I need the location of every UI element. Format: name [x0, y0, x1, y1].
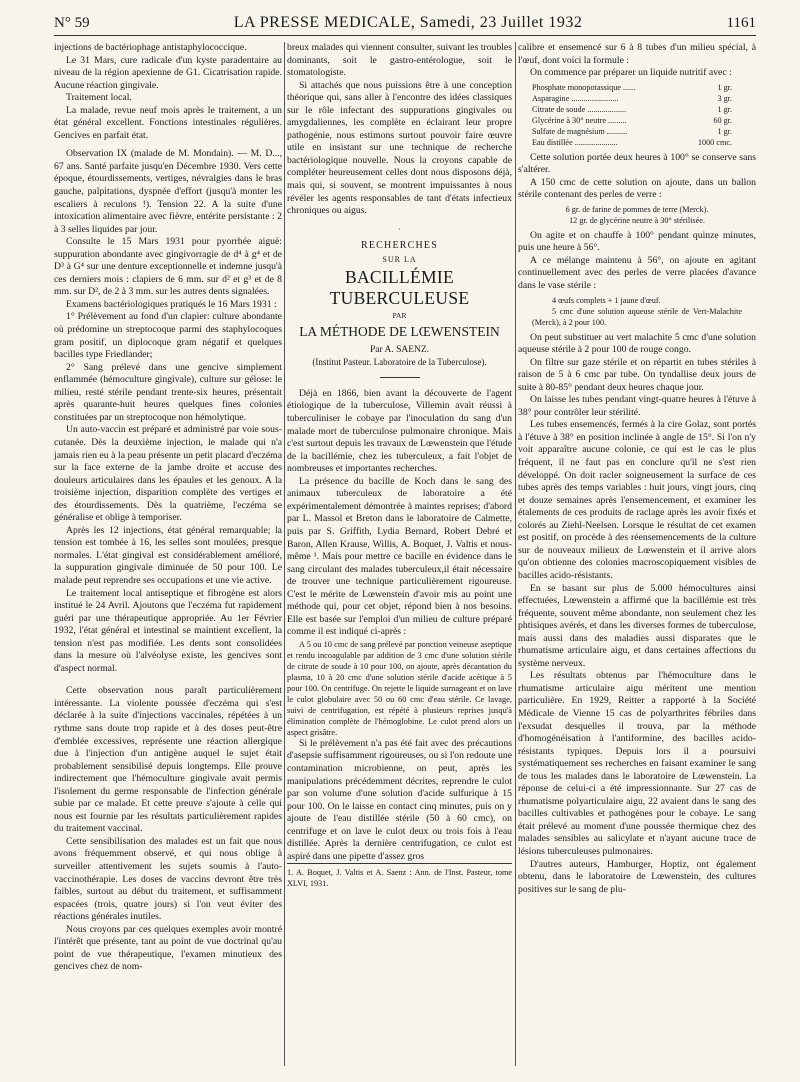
paragraph: A ce mélange maintenu à 56°, on ajoute en agitant continuellement avec des perles de verre placées d'avance dans le vase stérile : [518, 254, 756, 292]
paragraph: calibre et ensemencé sur 6 à 8 tubes d'un milieu spécial, à l'œuf, dont voici la formule : [518, 42, 756, 66]
paragraph: Cette solution portée deux heures à 100° se conserve sans s'altérer. [518, 151, 756, 176]
footnote: 1. A. Boquet, J. Valtis et A. Saenz : Ann. de l'Inst. Pasteur, tome XLVI, 1931. [287, 863, 512, 889]
paragraph: Déjà en 1866, bien avant la découverte de l'agent étiologique de la tuberculose, Villemin avait réussi à tuberculiniser le cobaye par l'inoculation du sang d'un malade mort de tuberculose pulmonaire chronique. Mais c'est surtout depuis les travaux de Lœwenstein que l'étude de la bacillémie, chez les tuberculeux, a fait l'objet de nombreuses et importantes recherches. [287, 387, 512, 475]
column-2 [287, 42, 512, 889]
issue-number: N° 59 [54, 15, 90, 31]
formula-row [532, 82, 732, 93]
formula-ingredient: Eau distillée ..................... [532, 137, 618, 147]
article-author: Par A. SAENZ. [369, 344, 430, 355]
paragraph: Un auto-vaccin est préparé et administré par voie sous-cutanée. Dès la deuxième injection, le malade qui n'a jamais rien eu à la peau présente un petit placard d'eczéma sur la face externe de la jambe droite et accuse des douleurs articulaires dans les épaules et les genoux. A la troisième injection, disparition complète des vertiges et des étourdissements. Dès la quatrième, l'eczéma se généralise et oblige à temporiser. [54, 424, 282, 524]
formula-row [532, 93, 732, 104]
observation-paragraph: Observation IX (malade de M. Mondain). — M. D..., 67 ans. Santé parfaite jusqu'en Décembre 1930. Vers cette époque, étourdissements, vertiges, névralgies dans le bras gauche, palpitations, dyspnée d'effort (jusqu'à monter les escaliers à reculons !). Tension 22. A la suite d'une intoxication alimentaire avec fièvre, entérite persistante : 2 à 3 selles liquides par jour. [54, 148, 282, 235]
formula-quantity: 1 gr. [717, 82, 732, 92]
paragraph: breux malades qui viennent consulter, suivant les troubles dominants, soit le gastro-entérologue, soit le stomatologiste. [287, 42, 512, 79]
formula-ingredient: Citrate de soude ................... [532, 104, 627, 114]
mix-item: 4 œufs complets + 1 jaune d'œuf. [552, 295, 661, 305]
paragraph: Examens bactériologiques pratiqués le 16 Mars 1931 : [66, 298, 277, 310]
paragraph: Traitement local. [66, 92, 132, 104]
paragraph: On agite et on chauffe à 100° pendant quinze minutes, puis une heure à 56°. [518, 229, 756, 254]
paragraph: Après les 12 injections, état général remarquable; la tension est tombée à 16, les selles sont moulées, presque normales. L'état gingival est considérablement amélioré, la suppuration gingivale diminuée de 50 pour 100. Le malade peut reprendre ses occupations et une vie active. [54, 524, 282, 586]
article-heading [287, 240, 512, 369]
paragraph: injections de bactériophage antistaphylococcique. [54, 42, 247, 53]
paragraph: A 5 ou 10 cmc de sang prélevé par ponction veineuse aseptique et rendu incoagulable par addition de 3 cmc d'une solution stérile de citrate de soude à 10 pour 100, on ajoute, après décantation du plasma, 10 à 20 cmc d'une solution stérile d'acide acétique à 5 pour 100. On centrifuge. On rejette le liquide surnageant et on lave le culot globulaire avec 50 ou 60 cmc d'eau stérile. Ce lavage, suivi de centrifugation, est répété à plusieurs reprises jusqu'à élimination complète de l'hémoglobine. Le culot prend alors un aspect grisâtre. [287, 639, 512, 737]
formula-row [532, 104, 732, 115]
paragraph: En se basant sur plus de 5.000 hémocultures ainsi effectuées, Lœwenstein a affirmé que la bacillémie est très fréquente, souvent même abondante, non seulement chez les phtisiques avérés, et dans les diverses formes de tuberculose, mais aussi dans des maladies aussi disparates que le rhumatisme articulaire aigu, et dans certaines affections du système nerveux. [518, 582, 756, 669]
paragraph: Cette observation nous paraît particulièrement intéressante. La violente poussée d'eczéma qui s'est déclarée à la suite d'injections vaccinales, répétées à un rythme sans doute trop rapide et à des doses peut-être d'emblée excessives, représente une réaction allergique due à l'injection d'un antigène auquel le sujet était probablement sensibilisé depuis longtemps. Elle prouve indirectement que l'hémoculture gingivale avait permis l'isolement du germe responsable de l'infection générale subie par ce malade. Et cette preuve s'ajoute à celle qui nous est fournie par les résultats particulièrement rapides du traitement vaccinal. [54, 685, 282, 835]
formula-ingredient: Sulfate de magnésium .......... [532, 126, 628, 136]
article-par: PAR [392, 311, 407, 321]
paragraph: On laisse les tubes pendant vingt-quatre heures à l'étuve à 38° pour contrôler leur stérilité. [518, 394, 756, 418]
formula-quantity: 60 gr. [713, 115, 732, 125]
paragraph: Les tubes ensemencés, fermés à la cire Golaz, sont portés à l'étuve à 38° en position inclinée à angle de 15°. Si l'on n'y voit apparaître aucune colonie, ce qui est le cas le plus fréquent, il ne faut pas en conclure qu'il ne s'est rien développé. On doit racler soigneusement la surface de ces tubes après des temps variables : huit jours, vingt jours, cinq et douze semaines après l'ensemencement, et examiner les étalements de ces produits de raclage après les avoir fixés et colorés au Ziehl-Neelsen. Lorsque le résultat de cet examen est positif, on procède à des réensemencements de la culture sur de nouveaux milieux de Lœwenstein et il arrive alors qu'on obtienne des colonies macroscopiquement visibles de bacilles acido-résistants. [518, 419, 756, 581]
formula-quantity: 1 gr. [717, 104, 732, 114]
formula-ingredient: Glycérine à 30° neutre ......... [532, 115, 627, 125]
paragraph: Si le prélèvement n'a pas été fait avec des précautions d'asepsie suffisamment rigoureuses, ou si l'on redoute une contamination microbienne, on peut, après les manipulations précédemment décrites, reprendre le culot par son volume d'une solution d'acide sulfurique à 15 pour 100. On le laisse en contact cinq minutes, puis on y ajoute de l'eau distillée stérile (50 à 60 cmc), on centrifuge et on lave le culot deux ou trois fois à l'eau distillée. Après la dernière centrifugation, ce culot est aspiré dans une pipette d'assez gros [287, 737, 512, 862]
column-3 [518, 42, 756, 896]
article-institute: (Institut Pasteur. Laboratoire de la Tuberculose). [312, 357, 487, 368]
paragraph: Les résultats obtenus par l'hémoculture dans le rhumatisme articulaire aigu méritent une mention particulière. En 1929, Reitter a rapporté à la Société Médicale de Vienne 15 cas de polyarthrites fébriles dans l'exsudat desquelles il trouva, par la méthode d'homogénéisation à l'antiformine, des bacilles acido-résistants typiques. Depuis lors il a poursuivi systématiquement ses recherches en faisant examiner le sang de tous les malades dans le laboratoire de Lœwenstein. La réponse de celui-ci a été impressionnante. Sur 27 cas de rhumatisme polyarticulaire aigu, 22 avaient dans le sang des bacilles cultivables et pathogènes pour le cobaye. Le sang était prélevé au moment d'une poussée thermique chez des malades sensibles au salicylate et n'ayant aucune trace de lésions tuberculeuses pulmonaires. [518, 670, 756, 857]
formula-table [532, 82, 732, 148]
paragraph: On commence par préparer un liquide nutritif avec : [530, 67, 732, 79]
paragraph: 2° Sang prélevé dans une gencive simplement enflammée (hémoculture gingivale), culture sur gélose: le milieu, resté stérile pendant trente-six heures, présentait après quarante-huit heures quelques fines colonies constituées par un streptocoque non hémolytique. [54, 361, 282, 423]
paragraph: A 150 cmc de cette solution on ajoute, dans un ballon stérile contenant des perles de verre : [518, 176, 756, 201]
formula-row [532, 115, 732, 126]
paragraph: Cette sensibilisation des malades est un fait que nous avons fréquemment observé, et qui nous oblige à surveiller attentivement les sujets soumis à l'auto-vaccinothérapie. Les doses de vaccins devront être très faibles, surtout au début du traitement, et suffisamment espacées (trois, quatre jours) si l'on veut éviter des réactions générales inutiles. [54, 835, 282, 923]
paragraph: On peut substituer au vert malachite 5 cmc d'une solution aqueuse stérile à 2 pour 100 de rouge congo. [518, 331, 756, 356]
formula-row [532, 126, 732, 137]
paragraph: Le 31 Mars, cure radicale d'un kyste paradentaire au niveau de la région apexienne de G1. Cicatrisation rapide. Aucune réaction gingivale. [54, 54, 282, 91]
mix-list-1 [532, 204, 742, 226]
paragraph: La malade, revue neuf mois après le traitement, a un état général excellent. Fonctions intestinales régulières. Gencives en parfait état. [54, 104, 282, 141]
page-number: 1161 [726, 15, 756, 31]
section-separator: · [398, 224, 401, 234]
paragraph: Si attachés que nous puissions être à une conception théorique qui, sans aller à l'encontre des idées classiques sur le rôle infectant des suppurations gingivales ou amygdaliennes, les complète en éclairant leur propre pathogénie, nous estimons surtout pouvoir faire œuvre utile en insistant sur une technique de recherche bactériologique nouvelle. Nous la croyons capable de compléter heureusement celles dont nous disposons déjà, mais qui, si souvent, se montrent impuissantes à nous révéler les agents responsables de tant d'états infectieux chroniques ou aigus. [287, 79, 512, 217]
mix-item: 12 gr. de glycérine neutre à 30° stérilisée. [569, 215, 705, 225]
article-title: BACILLÉMIE TUBERCULEUSE [329, 267, 470, 309]
heading-divider [380, 377, 420, 378]
mix-item: 6 gr. de farine de pommes de terre (Merck). [565, 204, 709, 214]
formula-quantity: 1 gr. [717, 126, 732, 136]
formula-quantity: 3 gr. [717, 93, 732, 103]
column-1 [54, 42, 282, 974]
running-header [54, 14, 756, 36]
article-kicker: RECHERCHES [360, 240, 438, 252]
article-method: LA MÉTHODE DE LŒWENSTEIN [299, 323, 500, 339]
journal-title: LA PRESSE MEDICALE, Samedi, 23 Juillet 1932 [233, 14, 583, 31]
article-sur: SUR LA [382, 254, 417, 264]
column-rule-2 [515, 42, 516, 1066]
formula-ingredient: Phosphate monopotassique ...... [532, 82, 636, 92]
paragraph: 1° Prélèvement au fond d'un clapier: culture abondante où prédomine un streptocoque parmi des staphylocoques gram positif, un diplocoque gram négatif et quelques bacilles type Friedlander; [54, 311, 282, 361]
paragraph: La présence du bacille de Koch dans le sang des animaux tuberculeux de laboratoire a été expérimentalement démontrée à maintes reprises; d'abord par L. Massol et Breton dans le laboratoire de Calmette, puis par S. Griffith, Lydia Bernard, Robert Debré et Baron, Allen Krause, Willis, A. Boquet, J. Valtis et nous-même ¹. Mais pour mettre ce bacille en évidence dans le sang circulant des malades tuberculeux,il était nécessaire de trouver une technique particulièrement rigoureuse. C'est le mérite de Lœwenstein d'avoir mis au point une méthode qui, pour cet objet, répond bien à nos besoins. Elle est basée sur l'emploi d'un milieu de culture préparé comme il est indiqué ci-après : [287, 475, 512, 638]
column-rule-1 [284, 42, 285, 1066]
formula-ingredient: Asparagine ....................... [532, 93, 619, 103]
paragraph: Nous croyons par ces quelques exemples avoir montré l'intérêt que présente, tant au point de vue doctrinal qu'au point de vue thérapeutique, l'examen minutieux des gencives chez de nom- [54, 923, 282, 973]
paragraph: Consulte le 15 Mars 1931 pour pyorrhée aiguë: suppuration abondante avec gingivorragie de d⁴ à g⁴ et de D³ à G⁴ sur une denture exceptionnelle et indemne jusqu'à ces derniers mois : clapiers de 6 mm. sur d² et g³ et de 8 mm. sur D², de 2 à 3 mm. sur les autres dents signalées. [54, 236, 282, 298]
formula-quantity: 1000 cmc. [697, 137, 732, 147]
paragraph: Le traitement local antiseptique et fibrogène est alors institué le 24 Avril. Ajoutons que l'eczéma fut rapidement guéri par une thérapeutique appropriée. Au 1er Février 1932, l'état général et intestinal se maintient excellent, la tension n'est pas modifiée. Les dents sont consolidées dans la mesure où l'alvéolyse existe, les gencives sont d'aspect normal. [54, 587, 282, 674]
formula-row [532, 137, 732, 148]
mix-item: 5 cmc d'une solution aqueuse stérile de Vert-Malachite (Merck), à 2 pour 100. [532, 306, 742, 327]
paragraph: D'autres auteurs, Hamburger, Hoptiz, ont également obtenu, dans le laboratoire de Lœwenstein, des cultures positives sur le sang de plu- [518, 858, 756, 895]
mix-list-2 [532, 295, 742, 328]
paragraph: On filtre sur gaze stérile et on répartit en tubes stériles à raison de 5 à 6 cmc par tube. On tyndallise deux jours de suite à 80-85° pendant deux heures chaque jour. [518, 356, 756, 393]
